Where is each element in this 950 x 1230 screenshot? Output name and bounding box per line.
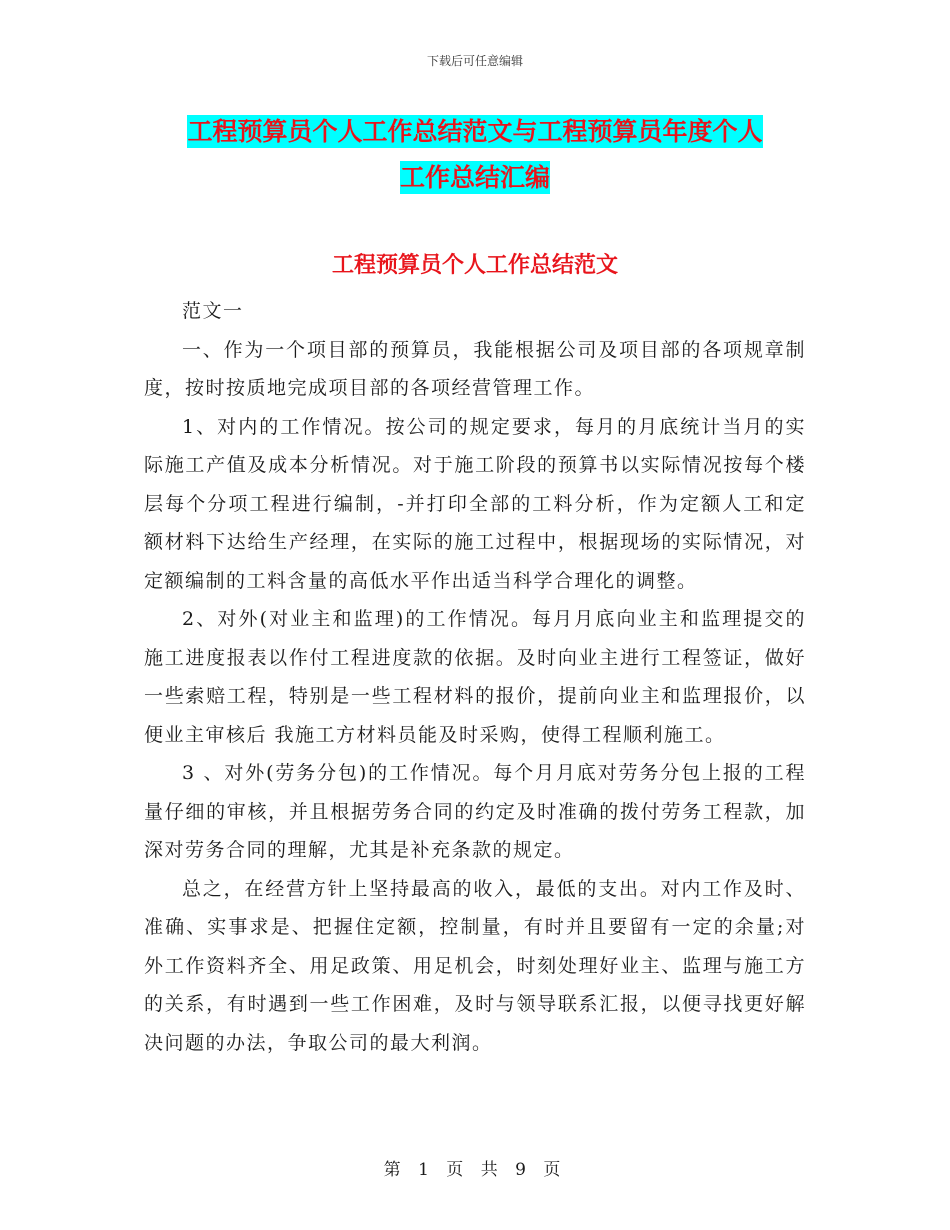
header-note: 下载后可任意编辑 [426,54,523,68]
document-body [144,292,806,1062]
document-title-line-1 [150,112,800,148]
paragraph-3: 1、对内的工作情况。按公司的规定要求，每月的月底统计当月的实际施工产值及成本分析情况。对于施工阶段的预算书以实际情况按每个楼层每个分项工程进行编制，-并打印全部的工料分析，作为定额人工和定额材料下达给生产经理，在实际的施工过程中，根据现场的实际情况，对定额编制的工料含量的高低水平作出适当科学合理化的调整。 [144,415,806,592]
page-number-footer: 第 1 页 共 9 页 [383,1160,567,1180]
paragraph-1: 范文一 [182,300,244,322]
document-title-line-1-text: 工程预算员个人工作总结范文与工程预算员年度个人 [187,117,763,146]
document-title-line-2 [150,158,800,194]
paragraph-4: 2、对外(对业主和监理)的工作情况。每月月底向业主和监理提交的施工进度报表以作付工程进度款的依据。及时向业主进行工程签证，做好一些索赔工程，特别是一些工程材料的报价，提前向业主和监理报价，以便业主审核后 我施工方材料员能及时采购，使得工程顺利施工。 [144,608,806,746]
paragraph-2: 一、作为一个项目部的预算员，我能根据公司及项目部的各项规章制度，按时按质地完成项目部的各项经营管理工作。 [144,338,806,399]
document-title-line-2-text: 工作总结汇编 [399,163,550,192]
paragraph-6: 总之，在经营方针上坚持最高的收入，最低的支出。对内工作及时、准确、实事求是、把握住定额，控制量，有时并且要留有一定的余量;对外工作资料齐全、用足政策、用足机会，时刻处理好业主、监理与施工方的关系，有时遇到一些工作困难，及时与领导联系汇报，以便寻找更好解决问题的办法，争取公司的最大利润。 [144,877,806,1054]
paragraph-5: 3 、对外(劳务分包)的工作情况。每个月月底对劳务分包上报的工程量仔细的审核，并且根据劳务合同的约定及时准确的拨付劳务工程款，加深对劳务合同的理解，尤其是补充条款的规定。 [144,762,806,861]
section-title: 工程预算员个人工作总结范文 [331,252,618,278]
